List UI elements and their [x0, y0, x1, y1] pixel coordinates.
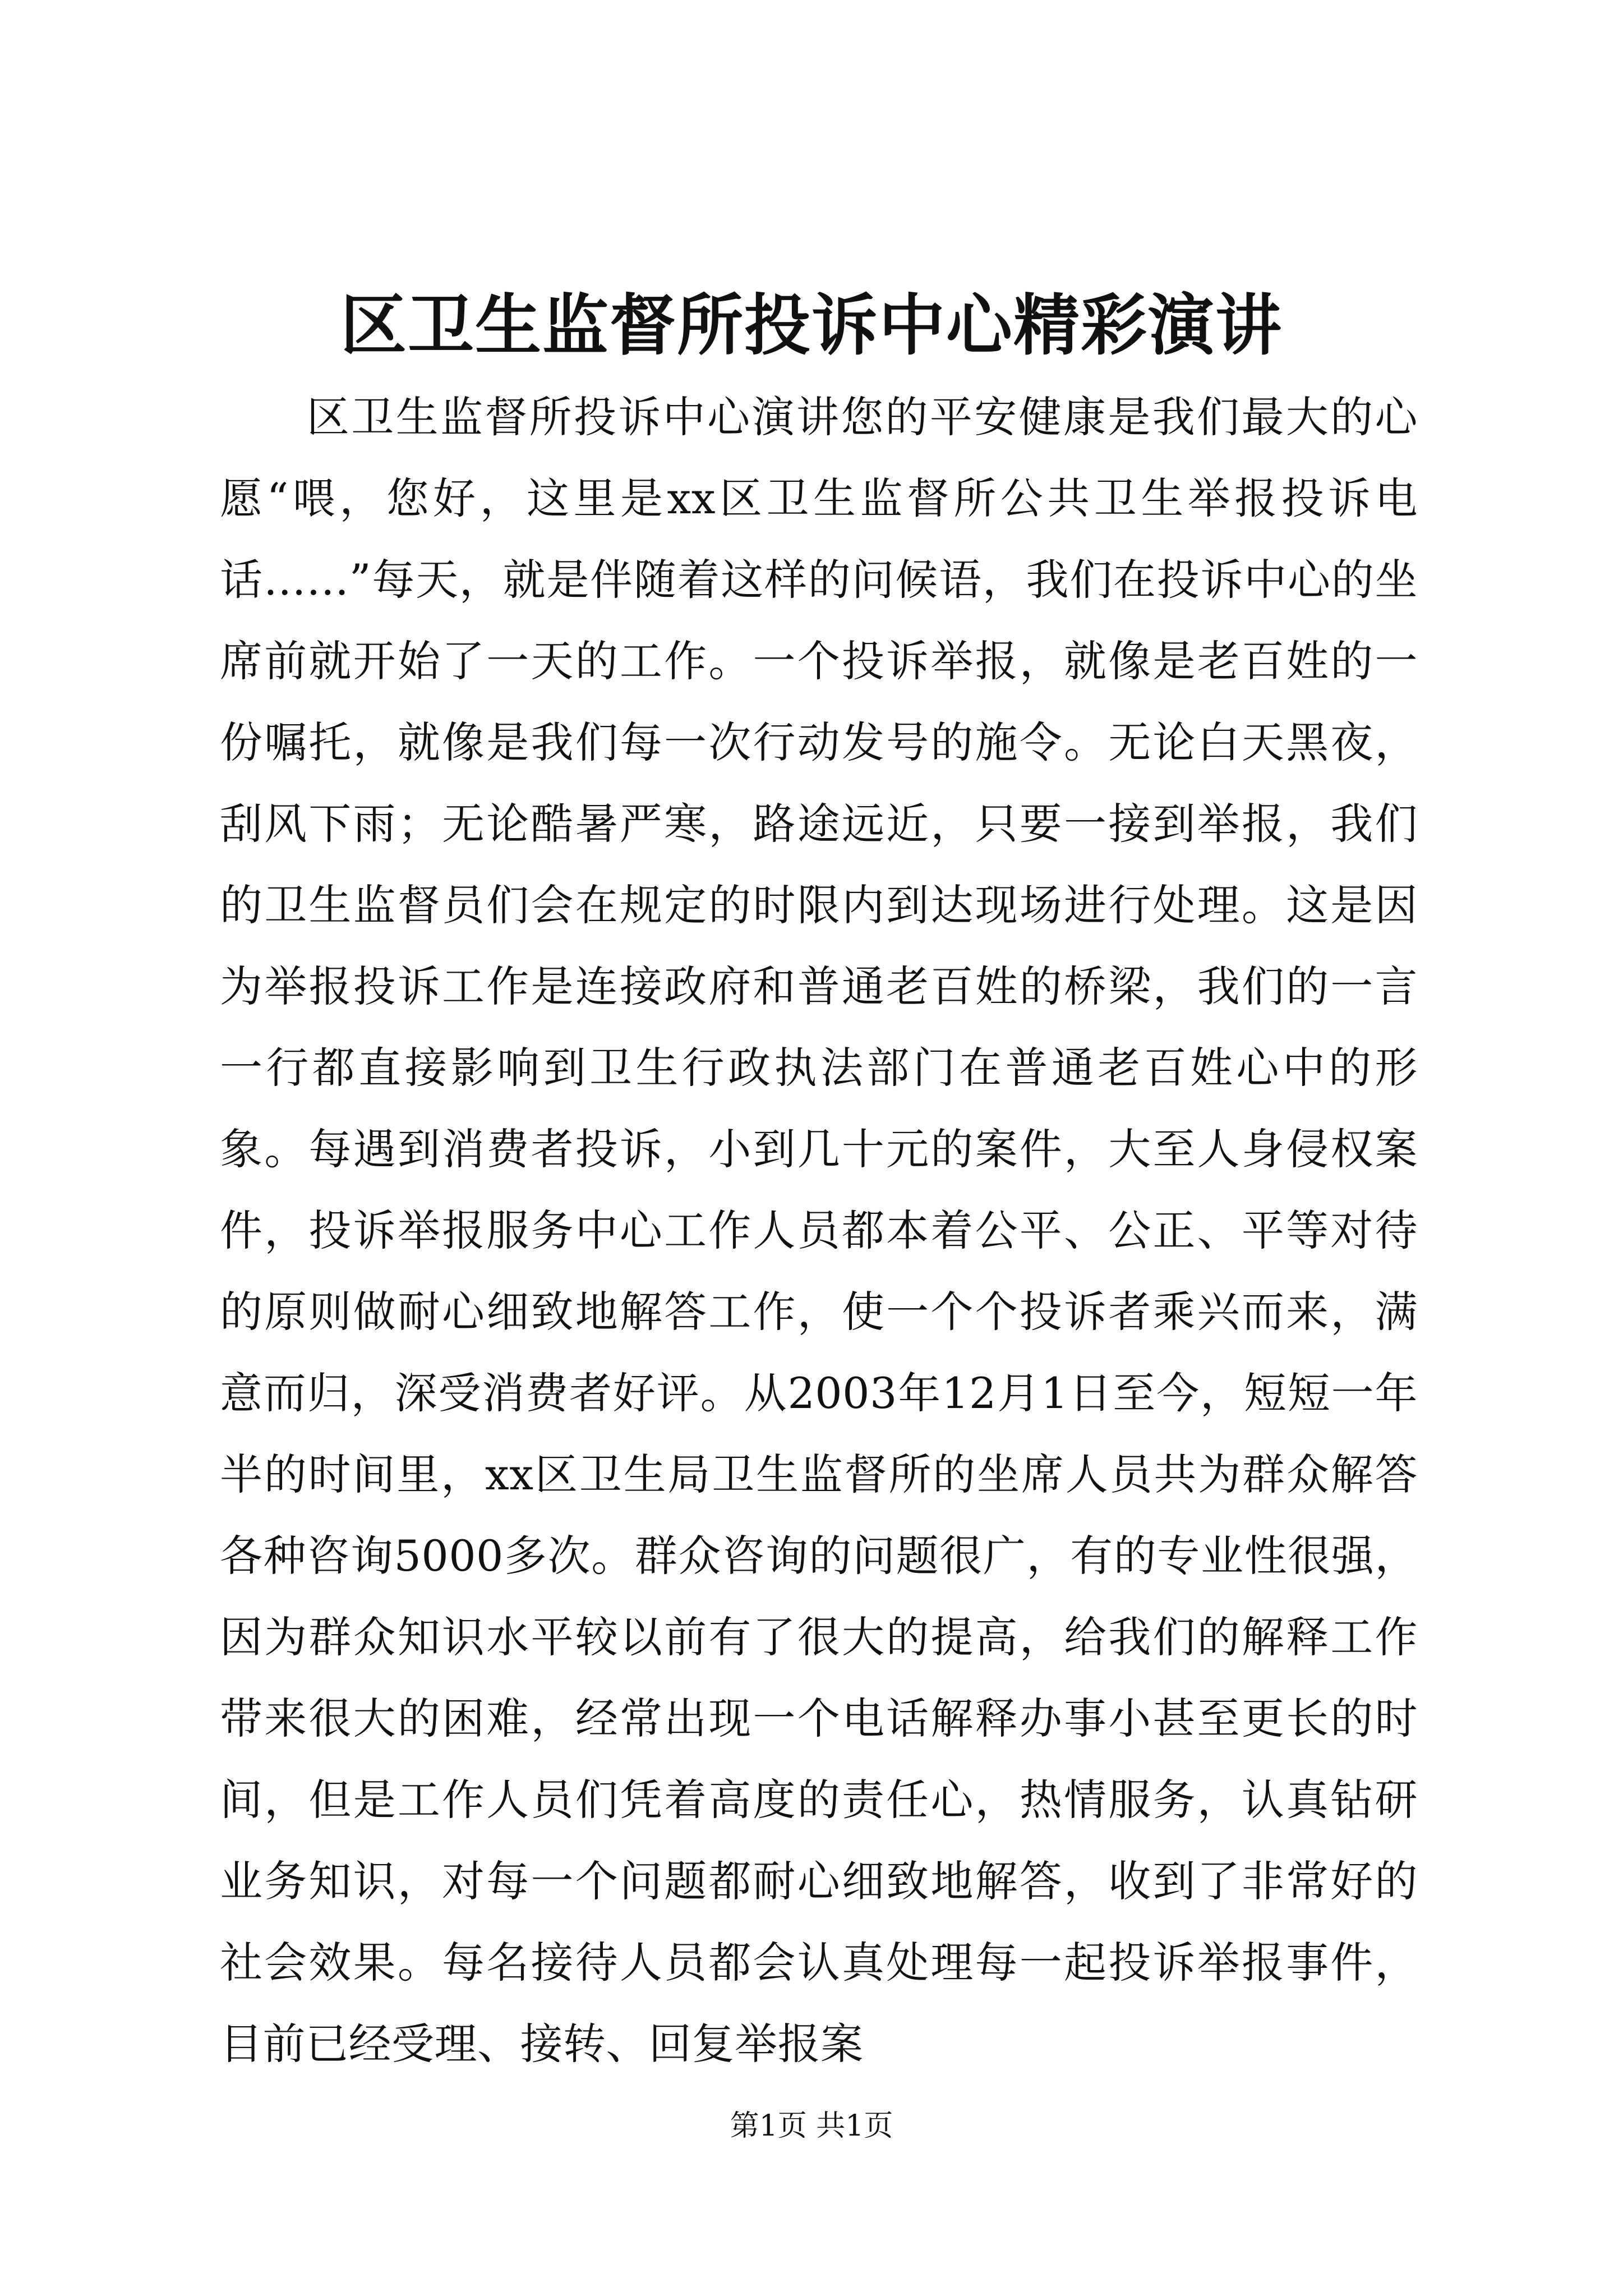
page-footer: 第1页 共1页: [730, 2109, 893, 2143]
body-text: 区卫生监督所投诉中心演讲您的平安健康是我们最大的心愿“喂，您好，这里是xx区卫生监督所公共卫生举报投诉电话……”每天，就是伴随着这样的问候语，我们在投诉中心的坐席前就开始了一天的工作。一个投诉举报，就像是老百姓的一份嘱托，就像是我们每一次行动发号的施令。无论白天黑夜，刮风下雨；无论酷暑严寒，路途远近，只要一接到举报，我们的卫生监督员们会在规定的时限内到达现场进行处理。这是因为举报投诉工作是连接政府和普通老百姓的桥梁，我们的一言一行都直接影响到卫生行政执法部门在普通老百姓心中的形象。每遇到消费者投诉，小到几十元的案件，大至人身侵权案件，投诉举报服务中心工作人员都本着公平、公正、平等对待的原则做耐心细致地解答工作，使一个个投诉者乘兴而来，满意而归，深受消费者好评。从2003年12月1日至今，短短一年半的时间里，xx区卫生局卫生监督所的坐席人员共为群众解答各种咨询5000多次。群众咨询的问题很广，有的专业性很强，因为群众知识水平较以前有了很大的提高，给我们的解释工作带来很大的困难，经常出现一个电话解释办事小甚至更长的时间，但是工作人员们凭着高度的责任心，热情服务，认真钻研业务知识，对每一个问题都耐心细致地解答，收到了非常好的社会效果。每名接待人员都会认真处理每一起投诉举报事件，目前已经受理、接转、回复举报案: [220, 392, 1418, 2069]
document-title: 区卫生监督所投诉中心精彩演讲: [340, 286, 1283, 364]
body-paragraph: [220, 376, 1418, 2085]
